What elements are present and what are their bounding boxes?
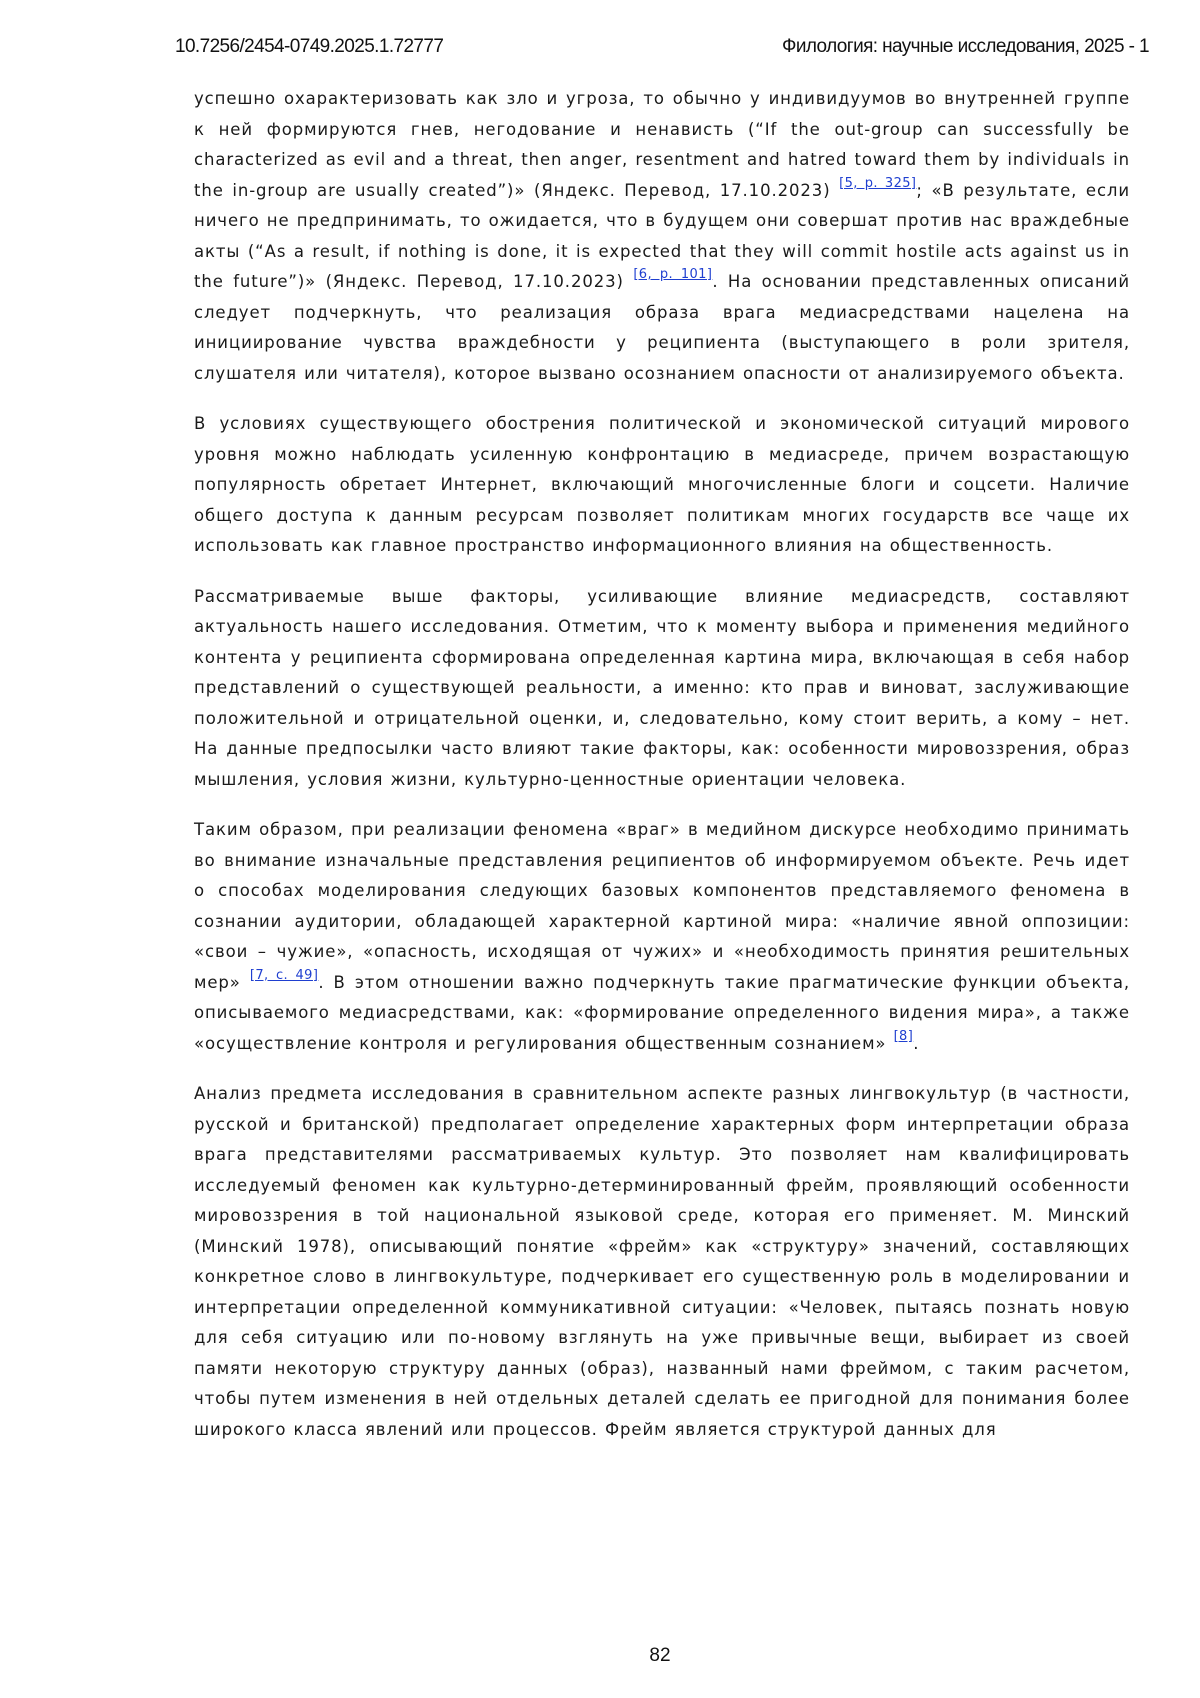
paragraph-4 [194, 815, 1130, 1059]
paragraph-1 [194, 84, 1130, 389]
doi-label: 10.7256/2454-0749.2025.1.72777 [175, 36, 443, 58]
paragraph-5 [194, 1079, 1130, 1445]
paragraph-3 [194, 582, 1130, 796]
page-header [175, 36, 1149, 62]
article-body [194, 84, 1130, 1465]
paragraph-text: Рассматриваемые выше факторы, усиливающие влияние медиасредств, составляют актуальность нашего исследования. Отметим, что к моменту выбора и применения медийного контента у реципиента сформирована определенная картина мира, включающая в себя набор представлений о существующей реальности, а именно: кто прав и виноват, заслуживающие положительной и отрицательной оценки, и, следовательно, кому стоит верить, а кому – нет. На данные предпосылки часто влияют такие факторы, как: особенности мировоззрения, образ мышления, условия жизни, культурно-ценностные ориентации человека. [194, 587, 1130, 789]
journal-title: Филология: научные исследования, 2025 - 1 [782, 36, 1149, 58]
paragraph-text: Анализ предмета исследования в сравнительном аспекте разных лингвокультур (в частности, русской и британской) предполагает определение характерных форм интерпретации образа врага представителями рассматриваемых культур. Это позволяет нам квалифицировать исследуемый феномен как культурно-детерминированный фрейм, проявляющий особенности мировоззрения в той национальной языковой среде, которая его применяет. М. Минский (Минский 1978), описывающий понятие «фрейм» как «структуру» значений, составляющих конкретное слово в лингвокультуре, подчеркивает его существенную роль в моделировании и интерпретации определенной коммуникативной ситуации: «Человек, пытаясь познать новую для себя ситуацию или по-новому взглянуть на уже привычные вещи, выбирает из своей памяти некоторую структуру данных (образ), названный нами фреймом, с таким расчетом, чтобы путем изменения в ней отдельных деталей сделать ее пригодной для понимания более широкого класса явлений или процессов. Фрейм является структурой данных для [194, 1084, 1130, 1439]
citation-link-8[interactable]: [8] [894, 1029, 914, 1044]
citation-link-6[interactable]: [6, p. 101] [633, 267, 712, 282]
paragraph-text: . В этом отношении важно подчеркнуть такие прагматические функции объекта, описываемого медиасредствами, как: «формирование определенного видения мира», а также «осуществление контроля и регулирования общественным сознанием» [194, 973, 1130, 1053]
page-number: 82 [0, 1645, 1200, 1667]
citation-link-5[interactable]: [5, p. 325] [839, 176, 916, 191]
paragraph-text: . На основании представленных описаний следует подчеркнуть, что реализация образа врага медиасредствами нацелена на инициирование чувства враждебности у реципиента (выступающего в роли зрителя, слушателя или читателя), которое вызвано осознанием опасности от анализируемого объекта. [194, 272, 1130, 383]
paragraph-text: ; «В результате, если ничего не предпринимать, то ожидается, что в будущем они совершат против нас враждебные акты (“As a result, if nothing is done, it is expected that they will commit hostile acts against us in the future”)» (Яндекс. Перевод, 17.10.2023) [194, 181, 1130, 292]
paragraph-text: Таким образом, при реализации феномена «враг» в медийном дискурсе необходимо принимать во внимание изначальные представления реципиентов об информируемом объекте. Речь идет о способах моделирования следующих базовых компонентов представляемого феномена в сознании аудитории, обладающей характерной картиной мира: «наличие явной оппозиции: «свои – чужие», «опасность, исходящая от чужих» и «необходимость принятия решительных мер» [194, 820, 1130, 992]
paragraph-2 [194, 409, 1130, 562]
citation-link-7[interactable]: [7, с. 49] [250, 968, 318, 983]
paragraph-text: . [913, 1034, 919, 1053]
paragraph-text: В условиях существующего обострения политической и экономической ситуаций мирового уровня можно наблюдать усиленную конфронтацию в медиасреде, причем возрастающую популярность обретает Интернет, включающий многочисленные блоги и соцсети. Наличие общего доступа к данным ресурсам позволяет политикам многих государств все чаще их использовать как главное пространство информационного влияния на общественность. [194, 414, 1130, 555]
paragraph-text: успешно охарактеризовать как зло и угроза, то обычно у индивидуумов во внутренней группе к ней формируются гнев, негодование и ненависть (“If the out-group can successfully be characterized as evil and a threat, then anger, resentment and hatred toward them by individuals in the in-group are usually created”)» (Яндекс. Перевод, 17.10.2023) [194, 89, 1130, 200]
